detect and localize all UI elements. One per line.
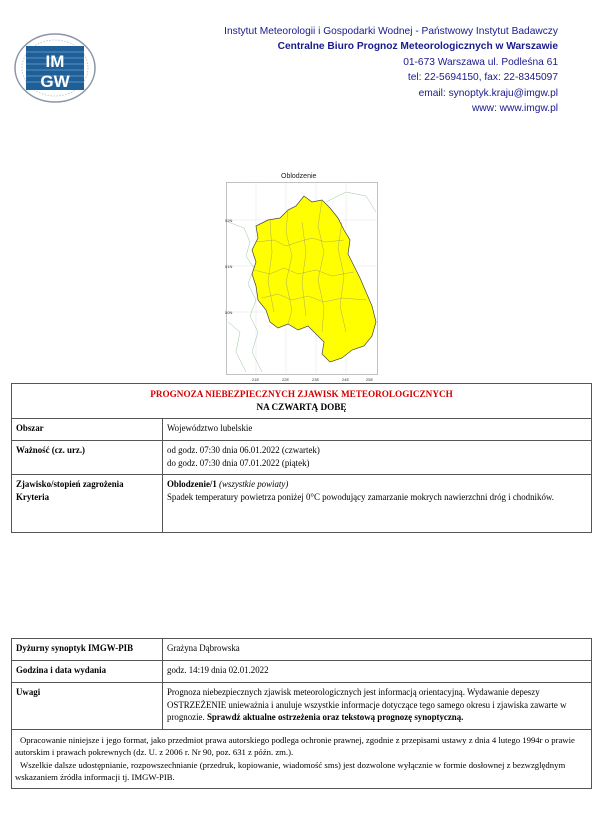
lat-label: 52N (225, 218, 233, 223)
address: 01-673 Warszawa ul. Podleśna 61 (403, 56, 558, 68)
remarks-value (163, 683, 592, 730)
institute-header (224, 24, 558, 116)
lon-label: 23E (312, 377, 320, 382)
email[interactable]: email: synoptyk.kraju@imgw.pl (418, 87, 558, 99)
copyright-2: Wszelkie dalsze udostępnianie, rozpowszechnianie (przedruk, kopiowanie, wiadomość sms) jest dozwolone wyłącznie w formie dosłownej z bezwzględnym wskazaniem źródła informacji tj. IMGW-PIB. (15, 759, 566, 782)
imgw-logo (12, 32, 98, 104)
warning-map (226, 182, 378, 384)
lon-label: 25E (366, 377, 374, 382)
phenomenon-label (12, 475, 163, 533)
institute-name: Instytut Meteorologii i Gospodarki Wodnej - Państwowy Instytut Badawczy (224, 26, 558, 37)
issued-value: godz. 14:19 dnia 02.01.2022 (163, 661, 592, 683)
phone: tel: 22-5694150, fax: 22-8345097 (407, 72, 558, 84)
validity-value (163, 441, 592, 475)
copyright-note (12, 729, 592, 788)
forecast-title (12, 384, 592, 419)
duty-label: Dyżurny synoptyk IMGW-PIB (12, 639, 163, 661)
duty-value: Grażyna Dąbrowska (163, 639, 592, 661)
bureau-name: Centralne Biuro Prognoz Meteorologicznych w Warszawie (277, 41, 558, 53)
map-title: Oblodzenie (281, 173, 317, 180)
area-value: Województwo lubelskie (163, 419, 592, 441)
logo-text-top: IM (45, 52, 65, 71)
validity-to: do godz. 07:30 dnia 07.01.2022 (piątek) (167, 457, 310, 468)
criteria-label-text: Kryteria (16, 491, 50, 502)
phenomenon-description: Spadek temperatury powietrza poniżej 0°C powodujący zamarzanie mokrych nawierzchni dróg i chodników. (167, 491, 554, 502)
validity-from: od godz. 07:30 dnia 06.01.2022 (czwartek) (167, 445, 320, 455)
remarks-text: Prognoza niebezpiecznych zjawisk meteorologicznych jest informacją orientacyjną. Wydawanie depeszy OSTRZEŻENIE unieważnia i anuluje wszystkie informacje dotyczące tego samego okresu i zjawiska zawarte w prognozie. (167, 687, 567, 722)
validity-label: Ważność (cz. urz.) (12, 441, 163, 475)
forecast-table (11, 383, 592, 533)
area-label: Obszar (12, 419, 163, 441)
copyright-1: Opracowanie niniejsze i jego format, jako przedmiot prawa autorskiego podlega ochronie prawnej, zgodnie z przepisami ustawy z dnia 4 lutego 1994r o prawie autorskim i prawach pokrewnych (dz. U. z 2006 r. Nr 90, poz. 631 z późn. zm.). (15, 734, 575, 757)
info-table (11, 638, 592, 789)
remarks-bold: Sprawdź aktualne ostrzeżenia oraz tekstową prognozę synoptyczną. (206, 712, 464, 722)
issued-label: Godzina i data wydania (12, 661, 163, 683)
lat-label: 50N (225, 310, 233, 315)
logo-text-bottom: GW (40, 72, 70, 91)
forecast-title-line2: NA CZWARTĄ DOBĘ (256, 401, 347, 412)
forecast-title-line1: PROGNOZA NIEBEZPIECZNYCH ZJAWISK METEOROLOGICZNYCH (150, 389, 453, 399)
phenomenon-name: Oblodzenie/1 (167, 479, 217, 489)
remarks-label: Uwagi (12, 683, 163, 730)
lon-label: 21E (252, 377, 260, 382)
phenomenon-label-text: Zjawisko/stopień zagrożenia (16, 479, 124, 489)
lon-label: 24E (342, 377, 350, 382)
phenomenon-value (163, 475, 592, 533)
phenomenon-scope: (wszystkie powiaty) (219, 479, 289, 489)
lon-label: 22E (282, 377, 290, 382)
website[interactable]: www: www.imgw.pl (471, 103, 558, 115)
lat-label: 51N (225, 264, 233, 269)
